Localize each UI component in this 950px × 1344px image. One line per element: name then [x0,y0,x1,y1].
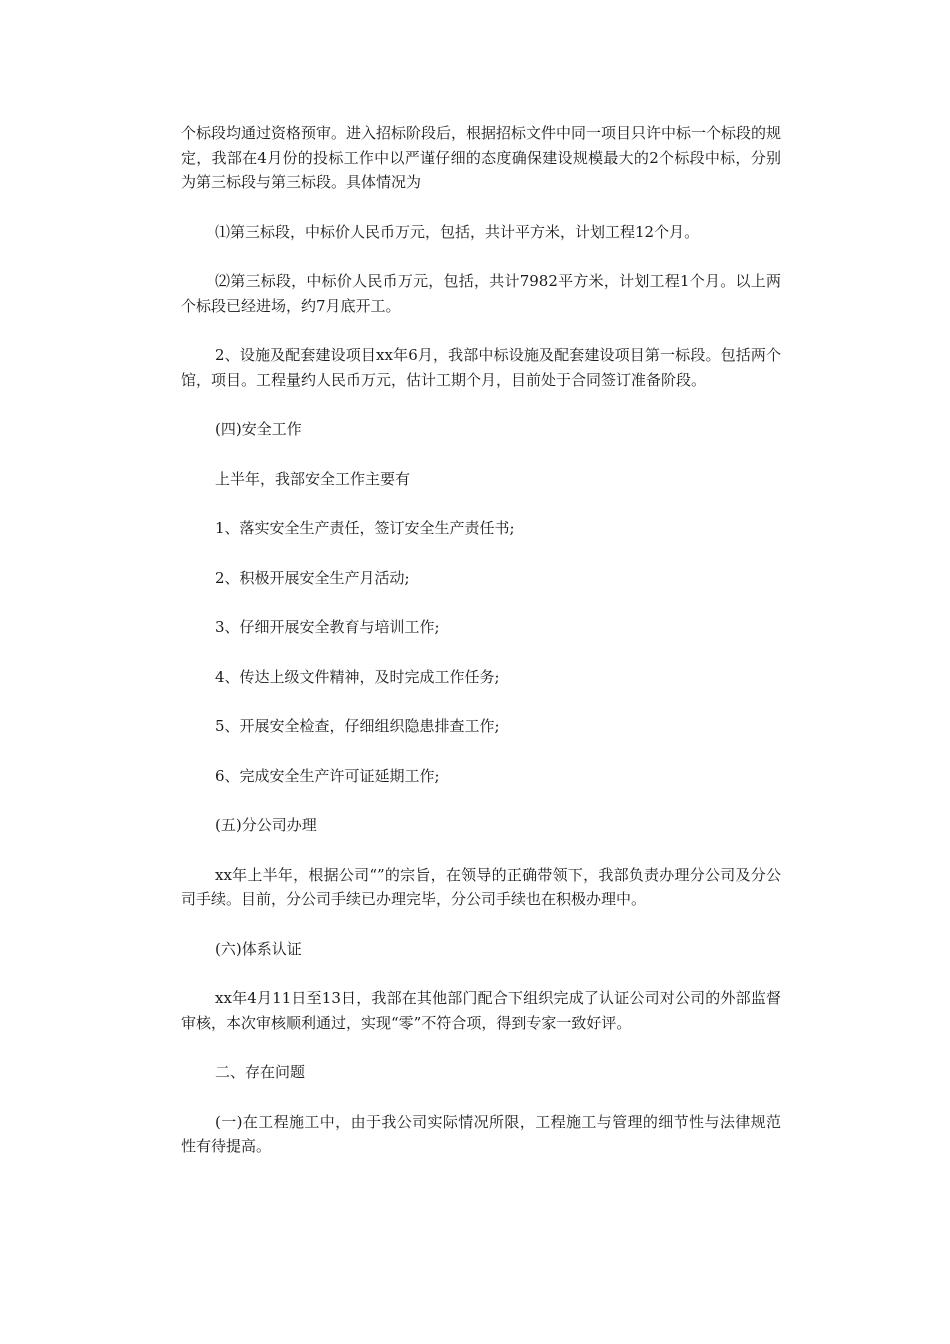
list-item: 3、仔细开展安全教育与培训工作; [215,618,440,636]
section-heading-problems: 二、存在问题 [215,1063,306,1081]
paragraph-1: 个标段均通过资格预审。进入招标阶段后，根据招标文件中同一项目只许中标一个标段的规定，我部在4月份的投标工作中以严谨仔细的态度确保建设规模最大的2个标段中标，分别为第三标段与第三标段。具体情况为 [181,124,782,191]
list-item: 5、开展安全检查，仔细组织隐患排查工作; [215,717,500,735]
document-page [181,121,781,1159]
paragraph-16: xx年4月11日至13日，我部在其他部门配合下组织完成了认证公司对公司的外部监督审核，本次审核顺利通过，实现“零”不符合项，得到专家一致好评。 [181,989,781,1032]
paragraph-3: ⑵第三标段，中标价人民币万元，包括，共计7982平方米，计划工程1个月。以上两个标段已经进场，约7月底开工。 [181,272,781,315]
list-item: 6、完成安全生产许可证延期工作; [215,766,440,785]
section-heading-branch: (五)分公司办理 [215,816,317,834]
list-item: 2、积极开展安全生产月活动; [215,568,410,587]
list-item: 4、传达上级文件精神，及时完成工作任务; [215,667,500,686]
paragraph-6: 上半年，我部安全工作主要有 [215,469,411,488]
paragraph-4: 2、设施及配套建设项目xx年6月，我部中标设施及配套建设项目第一标段。包括两个馆，项目。工程量约人民币万元，估计工期个月，目前处于合同签订准备阶段。 [181,346,781,389]
section-heading-certification: (六)体系认证 [215,939,302,958]
section-heading-safety: (四)安全工作 [215,420,302,438]
paragraph-18: (一)在工程施工中，由于我公司实际情况所限，工程施工与管理的细节性与法律规范性有待提高。 [181,1112,781,1155]
paragraph-2: ⑴第三标段，中标价人民币万元，包括，共计平方米，计划工程12个月。 [215,222,700,241]
paragraph-14: xx年上半年，根据公司“”的宗旨，在领导的正确带领下，我部负责办理分公司及分公司手续。目前，分公司手续已办理完毕，分公司手续也在积极办理中。 [181,865,781,908]
list-item: 1、落实安全生产责任，签订安全生产责任书; [215,519,515,537]
